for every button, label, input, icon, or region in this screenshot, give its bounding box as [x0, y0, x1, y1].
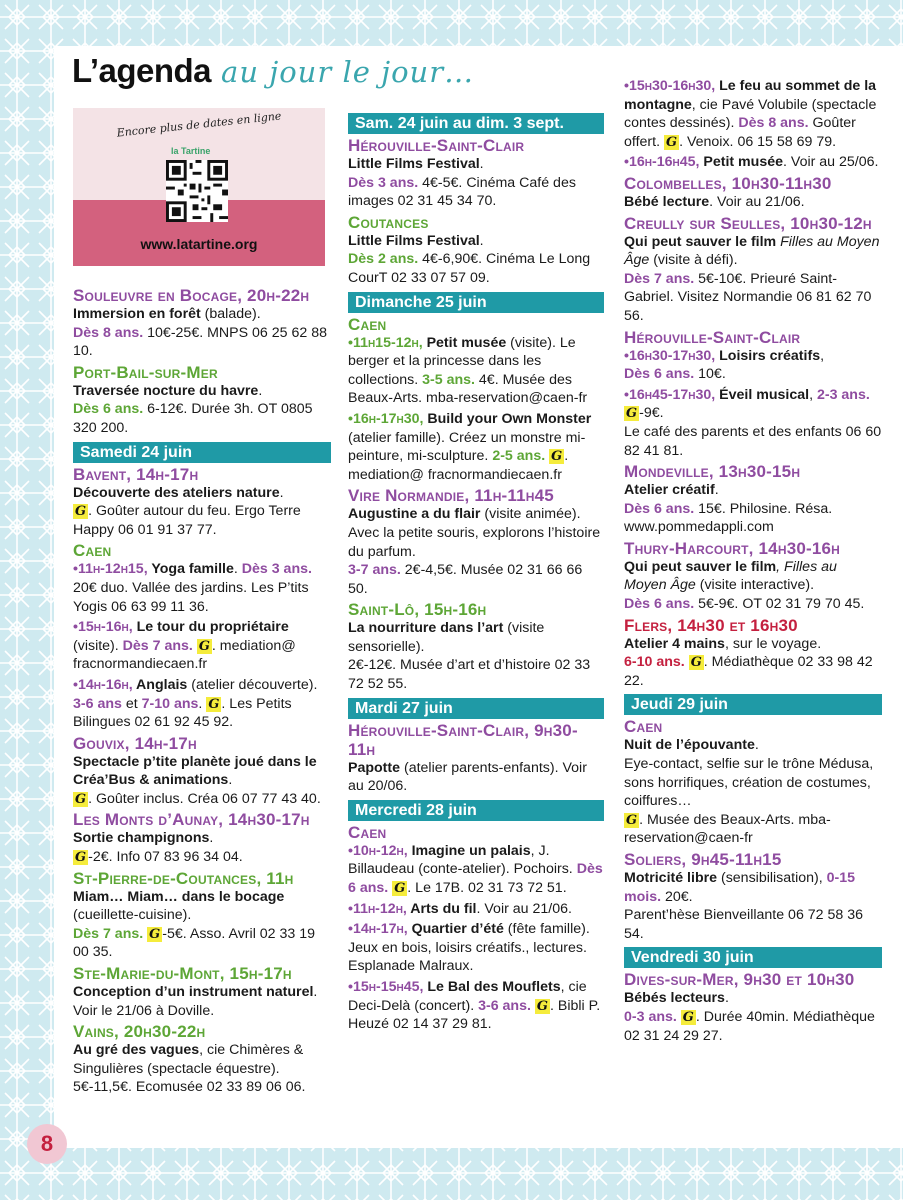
- event-place: Caen: [73, 541, 112, 561]
- event: Caen Nuit de l’épouvante. Eye-contact, selfie sur le trône Médusa, sons horrifiques, création de costumes, coiffures… G . Musée des Beaux-Arts. mba-reservation@caen-fr: [624, 717, 874, 847]
- event: Hérouville-Saint-Clair Little Films Festival. Dès 3 ans. 4€-5€. Cinéma Café des images 02 31 45 34 70.: [348, 136, 576, 210]
- event: Vains, 20h30-22h Au gré des vagues, cie Chimères & Singulières (spectacle équestre). 5€-11,5€. Ecomusée 02 33 89 06 06.: [73, 1022, 306, 1096]
- day-header: Vendredi 30 juin: [624, 947, 882, 968]
- event: Hérouville-Saint-Clair, 9h30-11h Papotte (atelier parents-enfants). Voir au 20/06.: [348, 720, 587, 795]
- event: Bavent, 14h-17h Découverte des ateliers nature. G . Goûter autour du feu. Ergo Terre Happy 06 01 91 37 77.: [73, 464, 301, 538]
- page-title: [72, 52, 474, 90]
- event: Thury-Harcourt, 14h30-16h Qui peut sauver le film, Filles au Moyen Âge (visite interactive). Dès 6 ans. 5€-9€. OT 02 31 79 70 45.: [624, 538, 865, 613]
- free-badge: G: [198, 638, 210, 654]
- event: •15h30-16h30, Le feu au sommet de la montagne, cie Pavé Volubile (spectacle contes dessinés). Dès 8 ans. Goûter offert. G . Venoix. 06 15 58 69 79.: [624, 78, 877, 150]
- event: •16h45-17h30, Éveil musical, 2-3 ans. G -9€. Le café des parents et des enfants 06 60 82 41 81.: [624, 386, 882, 459]
- column-3: [624, 77, 882, 1047]
- event: •14h-16h, Anglais (atelier découverte). 3-6 ans et 7-10 ans. G . Les Petits Bilingues 02 61 92 45 92.: [73, 676, 318, 731]
- ad-brand: la Tartine: [171, 146, 211, 156]
- event: •15h-16h, Le tour du propriétaire (visite). Dès 7 ans. G . mediation@ fracnormandiecaen.fr: [73, 619, 296, 673]
- free-badge: G: [626, 406, 638, 422]
- latartine-ad[interactable]: [73, 108, 325, 266]
- day-header: Jeudi 29 juin: [624, 694, 882, 715]
- event: St-Pierre-de-Coutances, 11h Miam… Miam… dans le bocage (cueillette-cuisine). Dès 7 ans. G -5€. Asso. Avril 02 33 19 00 35.: [73, 868, 316, 961]
- free-badge: G: [208, 696, 220, 712]
- column-1: [73, 284, 331, 1099]
- day-header: Mardi 27 juin: [348, 698, 604, 719]
- event: •16h30-17h30, Loisirs créatifs, Dès 6 ans. 10€.: [624, 347, 825, 383]
- event: •16h-16h45, Petit musée. Voir au 25/06.: [624, 154, 879, 171]
- free-badge: G: [682, 1009, 694, 1025]
- event-place: Hérouville-Saint-Clair: [624, 327, 801, 347]
- event: Dives-sur-Mer, 9h30 et 10h30 Bébés lecteurs. 0-3 ans. G . Durée 40min. Médiathèque 02 31 24 29 27.: [624, 970, 875, 1044]
- free-badge: G: [626, 812, 638, 828]
- ad-url[interactable]: www.latartine.org: [140, 236, 258, 252]
- event: Port-Bail-sur-Mer Traversée nocture du havre. Dès 6 ans. 6-12€. Durée 3h. OT 0805 320 200.: [73, 363, 331, 438]
- title-bold: L’agenda: [72, 52, 212, 89]
- day-header: Samedi 24 juin: [73, 442, 331, 463]
- free-badge: G: [75, 791, 87, 807]
- day-header: Mercredi 28 juin: [348, 800, 604, 821]
- event: Saint-Lô, 15h-16h La nourriture dans l’art (visite sensorielle). 2€-12€. Musée d’art et d’histoire 02 33 72 52 55.: [348, 600, 591, 693]
- agenda-page: [54, 46, 903, 1148]
- free-badge: G: [665, 134, 678, 150]
- ad-tagline: Encore plus de dates en ligne: [116, 109, 282, 140]
- event-place: Souleuvre en Bocage, 20h-22h: [73, 286, 310, 305]
- event-place: Caen: [348, 822, 387, 842]
- event: Les Monts d’Aunay, 14h30-17h Sortie champignons. G -2€. Info 07 83 96 34 04.: [73, 810, 310, 866]
- event: Coutances Little Films Festival. Dès 2 ans. 4€-6,90€. Cinéma Le Long CourT 02 33 07 57 09.: [348, 212, 591, 286]
- free-badge: G: [149, 926, 161, 942]
- event: Flers, 14h30 et 16h30 Atelier 4 mains, sur le voyage. 6-10 ans. G . Médiathèque 02 33 98 42 22.: [624, 615, 873, 689]
- event: •16h-17h30, Build your Own Monster (atelier famille). Créez un monstre mi-peinture, mi-sculpture. 2-5 ans. G . mediation@ fracnormandiecaen.fr: [348, 410, 592, 483]
- day-header: Dimanche 25 juin: [348, 292, 604, 313]
- event: Gouvix, 14h-17h Spectacle p’tite planète joué dans le Créa’Bus & animations. G . Goûter inclus. Créa 06 07 77 43 40.: [73, 733, 321, 807]
- day-header: Sam. 24 juin au dim. 3 sept.: [348, 113, 604, 134]
- free-badge: G: [690, 655, 702, 671]
- event: •10h-12h, Imagine un palais, J. Billaudeau (conte-atelier). Pochoirs. Dès 6 ans. G . Le 17B. 02 31 73 72 51.: [348, 842, 603, 897]
- event-place: Port-Bail-sur-Mer: [73, 362, 218, 382]
- page-number: 8: [27, 1124, 67, 1164]
- qr-code-icon[interactable]: [166, 160, 228, 222]
- event: •14h-17h, Quartier d’été (fête famille). Jeux en bois, loisirs créatifs., lectures. Esplanade Malraux.: [348, 921, 590, 975]
- free-badge: G: [536, 998, 548, 1014]
- free-badge: G: [394, 881, 406, 897]
- event: Ste-Marie-du-Mont, 15h-17h Conception d’un instrument naturel. Voir le 21/06 à Doville.: [73, 964, 318, 1019]
- event-place: Caen: [348, 314, 387, 334]
- column-2: [348, 109, 604, 1036]
- event: Creully sur Seulles, 10h30-12h Qui peut sauver le film Filles au Moyen Âge (visite à défi). Dès 7 ans. 5€-10€. Prieuré Saint-Gabriel. Visitez Normandie 06 81 62 70 56.: [624, 213, 880, 324]
- free-badge: G: [551, 449, 563, 465]
- event: •15h-15h45, Le Bal des Mouflets, cie Deci-Delà (concert). 3-6 ans. G . Bibli P. Heuzé 02 14 37 29 81.: [348, 979, 601, 1033]
- event: •11h15-12h, Petit musée (visite). Le berger et la princesse dans les collections. 3-5 ans. 4€. Musée des Beaux-Arts. mba-reservation@caen-fr: [348, 334, 588, 407]
- title-script: au jour le jour…: [221, 55, 475, 89]
- event: Mondeville, 13h30-15h Atelier créatif. Dès 6 ans. 15€. Philosine. Résa. www.pommedappli.com: [624, 462, 833, 536]
- free-badge: G: [75, 504, 87, 520]
- event: •11h-12h15, Yoga famille. Dès 3 ans. 20€ duo. Vallée des jardins. Les P’tits Yogis 06 63 99 11 36.: [73, 561, 312, 615]
- event: Colombelles, 10h30-11h30 Bébé lecture. Voir au 21/06.: [624, 173, 832, 210]
- free-badge: G: [75, 850, 87, 866]
- event: Soliers, 9h45-11h15 Motricité libre (sensibilisation), 0-15 mois. 20€. Parent’hèse Bienveillante 06 72 58 36 54.: [624, 850, 863, 942]
- event: Souleuvre en Bocage, 20h-22h Immersion en forêt (balade). Dès 8 ans. 10€-25€. MNPS 06 25 62 88 10.: [73, 286, 331, 361]
- event: •11h-12h, Arts du fil. Voir au 21/06.: [348, 900, 572, 917]
- event: Vire Normandie, 11h-11h45 Augustine a du flair (visite animée). Avec la petite souris, explorons l’histoire du parfum. 3-7 ans. 2€-4,5€. Musée 02 31 66 66 50.: [348, 486, 601, 597]
